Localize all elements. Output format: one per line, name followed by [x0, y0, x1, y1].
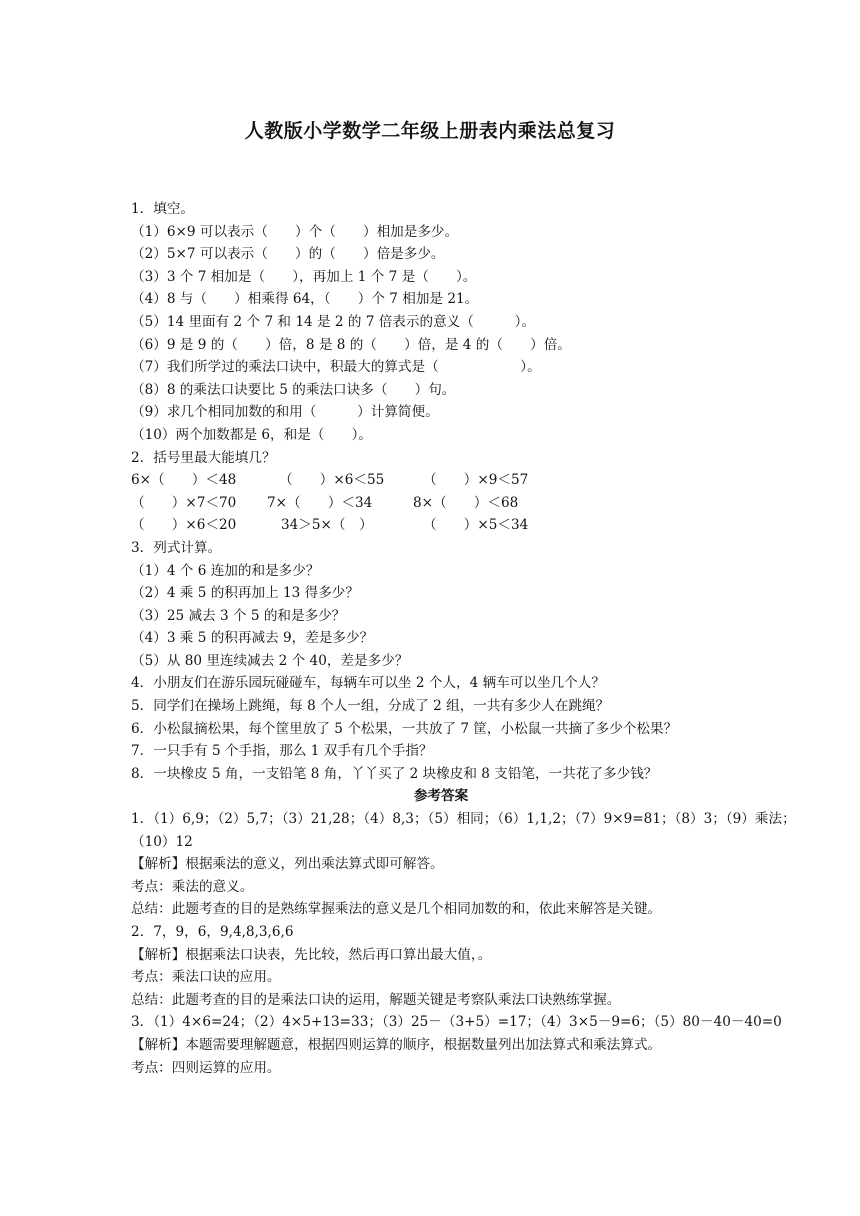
answer-2-summary: 总结：此题考查的目的是乘法口诀的运用，解题关键是考察队乘法口诀熟练掌握。 — [131, 991, 621, 1008]
document-body — [131, 198, 811, 1079]
q1-item: （9）求几个相同加数的和用（ ）计算简便。 — [131, 404, 439, 421]
q2-cell: （ ）×5＜34 — [423, 517, 529, 534]
q3-heading: 3．列式计算。 — [131, 539, 222, 556]
q1-item: （10）两个加数都是 6，和是（ ）。 — [131, 426, 372, 443]
q1-item: （2）5×7 可以表示（ ）的（ ）倍是多少。 — [131, 246, 445, 263]
q3-item: （4）3 乘 5 的积再减去 9，差是多少？ — [131, 630, 374, 647]
q1-item: （5）14 里面有 2 个 7 和 14 是 2 的 7 倍表示的意义（ ）。 — [131, 313, 536, 330]
q3-item: （5）从 80 里连续减去 2 个 40，差是多少？ — [131, 652, 409, 669]
answers-heading: 参考答案 — [413, 788, 469, 805]
answer-1-summary: 总结：此题考查的目的是熟练掌握乘法的意义是几个相同加数的和，依此来解答是关键。 — [131, 901, 662, 918]
q2-row — [131, 492, 811, 515]
q1-item: （1）6×9 可以表示（ ）个（ ）相加是多少。 — [131, 223, 459, 240]
answer-1-point: 考点：乘法的意义。 — [131, 878, 254, 895]
answer-2-analysis: 【解析】根据乘法口诀表，先比较，然后再口算出最大值，。 — [131, 946, 492, 963]
q2-cell: （ ）×6＜55 — [279, 472, 385, 489]
answer-1-text: 1．（1）6,9；（2）5,7；（3）21,28；（4）8,3；（5）相同；（6）1,1,2；（7）9×9=81；（8）3；（9）乘法；（10）12 — [131, 811, 796, 850]
q8-text: 8．一块橡皮 5 角，一支铅笔 8 角，丫丫买了 2 块橡皮和 8 支铅笔，一共花了多少钱？ — [131, 765, 658, 782]
q2-cell: （ ）×9＜57 — [423, 472, 529, 489]
q2-heading: 2．括号里最大能填几？ — [131, 449, 276, 466]
document-title: 人教版小学数学二年级上册表内乘法总复习 — [244, 120, 616, 142]
q2-cell: （ ）×7＜70 — [131, 494, 237, 511]
q2-cell: 34＞5×（ ） — [281, 517, 373, 534]
q2-cell: 7×（ ）＜34 — [267, 494, 373, 511]
answer-1-analysis: 【解析】根据乘法的意义，列出乘法算式即可解答。 — [131, 856, 444, 873]
q1-item: （3）3 个 7 相加是（ ），再加上 1 个 7 是（ ）。 — [131, 268, 477, 285]
answer-2-text: 2．7，9，6，9,4,8,3,6,6 — [131, 924, 294, 940]
q6-text: 6．小松鼠摘松果，每个筐里放了 5 个松果，一共放了 7 筐，小松鼠一共摘了多少个松果？ — [131, 720, 678, 737]
q3-item: （1）4 个 6 连加的和是多少？ — [131, 562, 320, 579]
answer-3-analysis: 【解析】本题需要理解题意，根据四则运算的顺序，根据数量列出加法算式和乘法算式。 — [131, 1036, 662, 1053]
answer-3-text: 3．（1）4×6=24；（2）4×5+13=33；（3）25－（3+5）=17；（4）3×5－9=6；（5）80－40－40=0 — [131, 1014, 782, 1031]
q1-item: （4）8 与（ ）相乘得 64，（ ）个 7 相加是 21。 — [131, 291, 479, 308]
q2-cell: 8×（ ）＜68 — [413, 494, 519, 511]
q7-text: 7．一只手有 5 个手指，那么 1 双手有几个手指？ — [131, 743, 433, 760]
q5-text: 5．同学们在操场上跳绳，每 8 个人一组，分成了 2 组，一共有多少人在跳绳？ — [131, 698, 610, 715]
q3-item: （3）25 减去 3 个 5 的和是多少？ — [131, 607, 346, 624]
q3-item: （2）4 乘 5 的积再加上 13 得多少？ — [131, 585, 359, 602]
q2-cell: 6×（ ）＜48 — [131, 472, 237, 489]
q1-heading: 1．填空。 — [131, 201, 195, 217]
answer-3-point: 考点：四则运算的应用。 — [131, 1059, 281, 1076]
answer-2-point: 考点：乘法口诀的应用。 — [131, 969, 281, 986]
q2-row — [131, 514, 811, 537]
q2-row — [131, 469, 811, 492]
q1-item: （6）9 是 9 的（ ）倍，8 是 8 的（ ）倍，是 4 的（ ）倍。 — [131, 336, 571, 353]
q4-text: 4．小朋友们在游乐园玩碰碰车，每辆车可以坐 2 个人，4 辆车可以坐几个人？ — [131, 675, 605, 692]
q1-item: （7）我们所学过的乘法口诀中，积最大的算式是（ ）。 — [131, 359, 541, 376]
q2-cell: （ ）×6＜20 — [131, 517, 237, 534]
q1-item: （8）8 的乘法口诀要比 5 的乘法口诀多（ ）句。 — [131, 381, 456, 398]
